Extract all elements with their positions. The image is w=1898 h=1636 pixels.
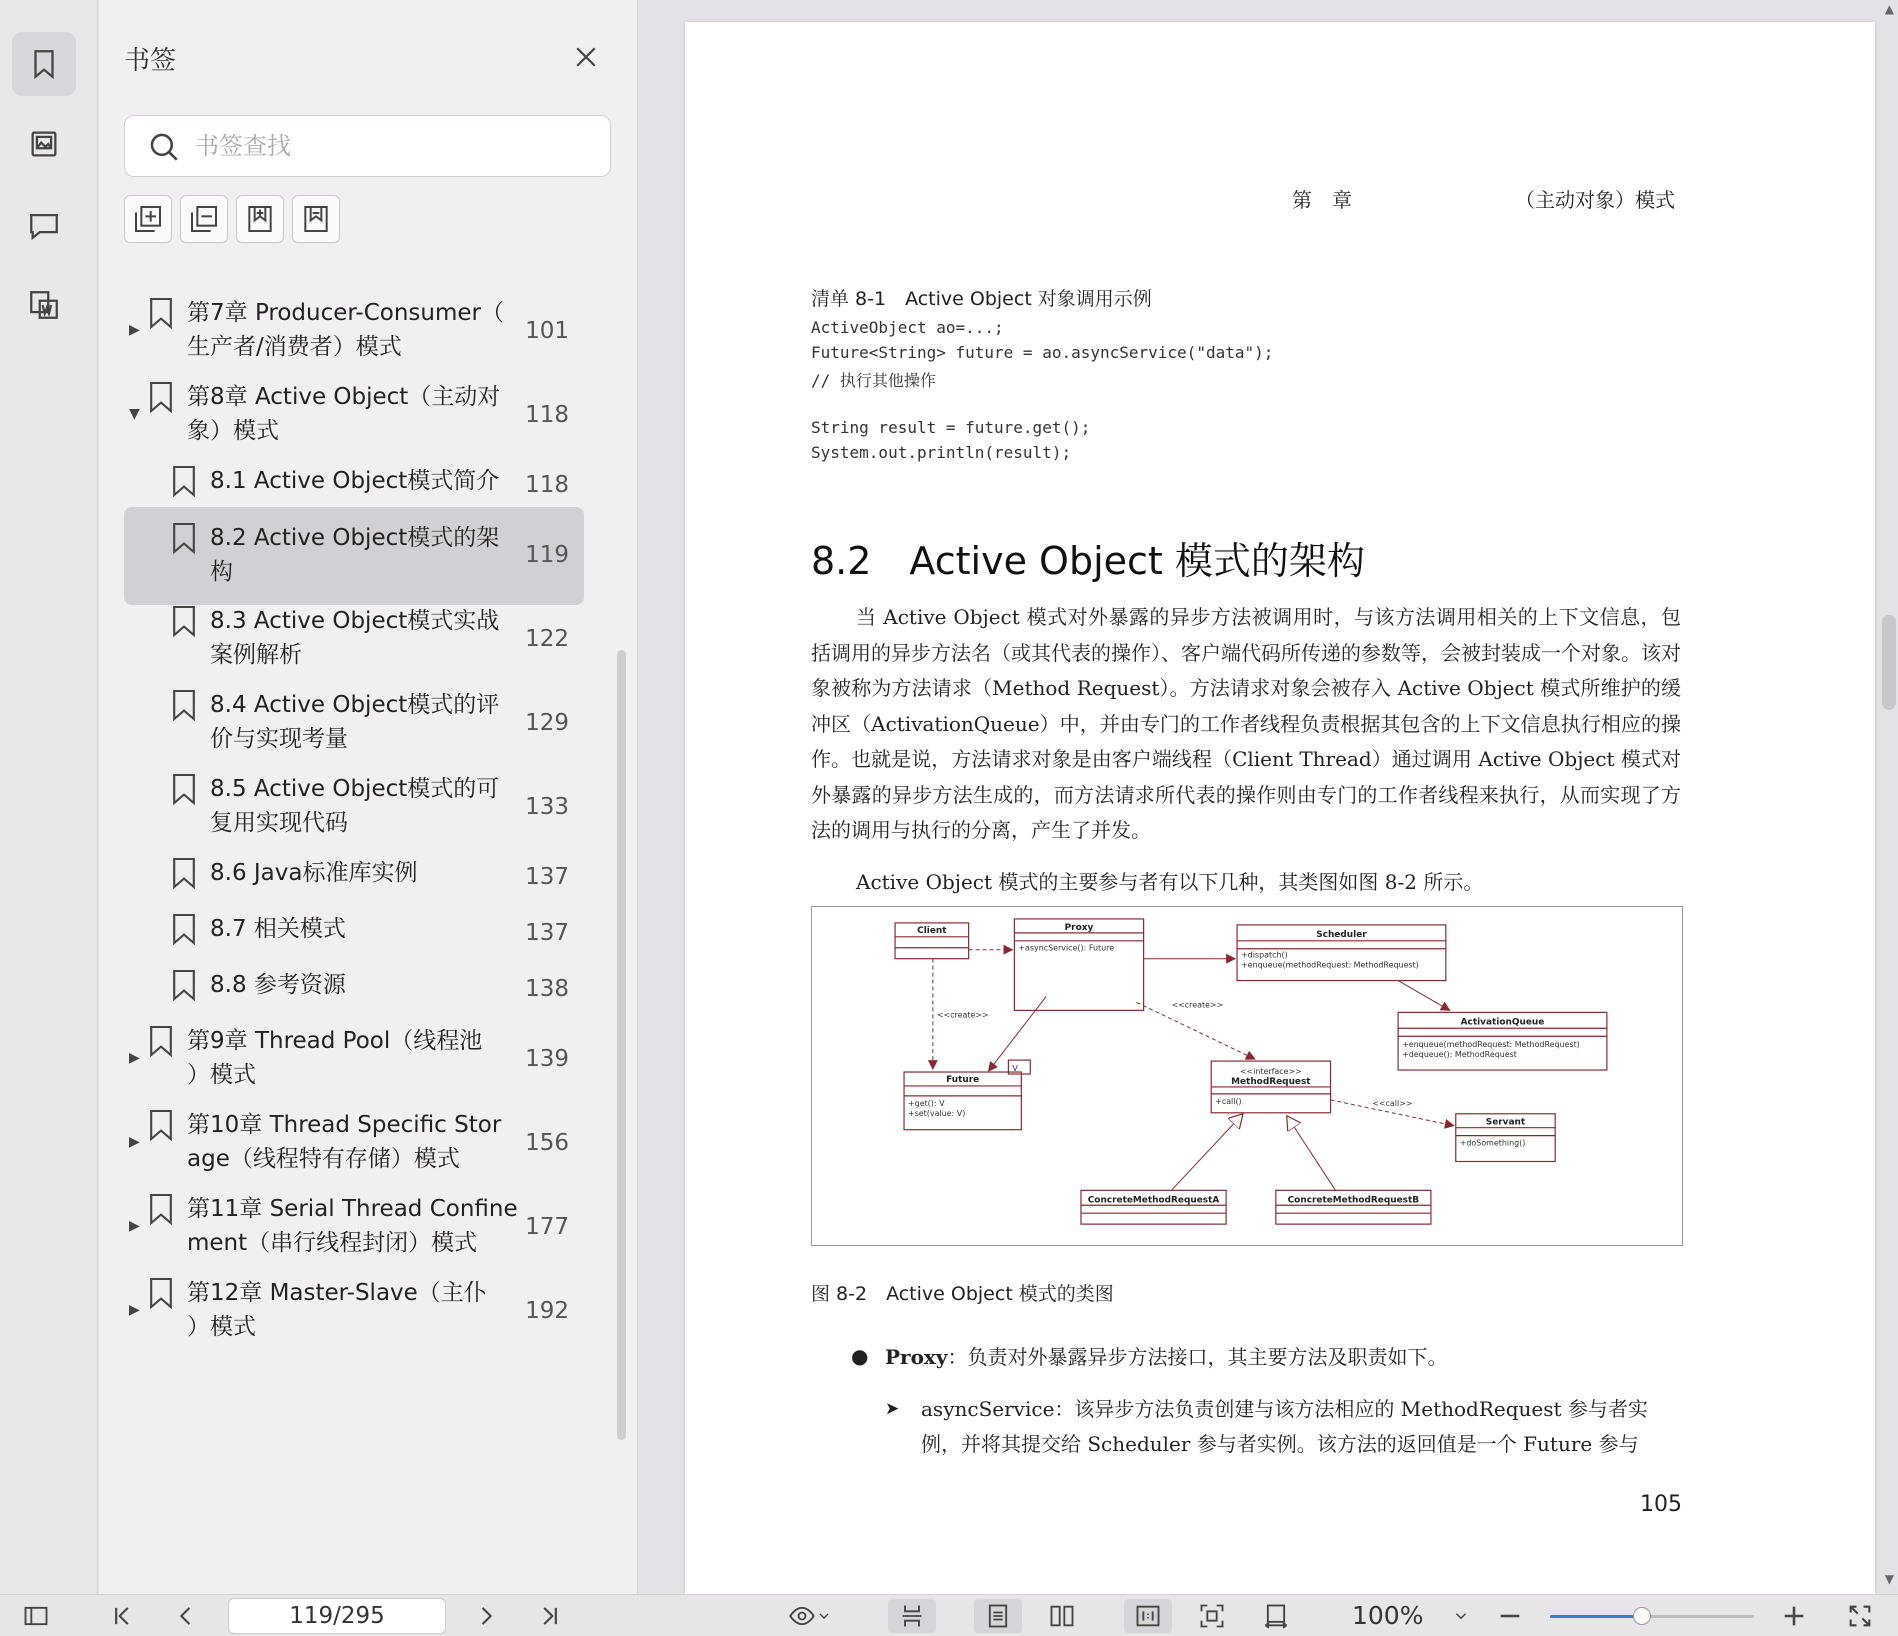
zoom-out-button[interactable] [1492, 1599, 1528, 1633]
bookmark-icon [170, 688, 198, 722]
uml-future-method: +set(value: V) [908, 1108, 966, 1118]
bookmark-icon [170, 856, 198, 890]
chevron-down-icon [816, 1608, 832, 1624]
single-page-button[interactable] [974, 1599, 1022, 1633]
bookmark-page-number: 137 [525, 920, 569, 946]
comment-icon [27, 208, 61, 242]
panel-scrollbar[interactable] [617, 650, 626, 1440]
bookmark-label: 8.6 Java标准库实例 [210, 860, 418, 886]
bookmark-label: 第10章 Thread Specific Stor age（线程特有存储）模式 [187, 1112, 502, 1172]
bookmark-icon [170, 912, 198, 946]
uml-create-label: <<create>> [1171, 1000, 1224, 1010]
actual-size-button[interactable] [1124, 1599, 1172, 1633]
expand-toggle[interactable]: ▶ [129, 322, 140, 338]
bookmark-icon [170, 968, 198, 1002]
bottom-toolbar [0, 1594, 1898, 1636]
single-page-icon [984, 1602, 1012, 1630]
uml-scheduler-label: Scheduler [1316, 929, 1367, 940]
bookmark-item[interactable] [124, 507, 584, 605]
expand-toggle[interactable]: ▶ [129, 1050, 140, 1066]
expand-all-button[interactable] [124, 195, 172, 243]
chevron-down-icon [1452, 1607, 1470, 1625]
bookmark-chapter[interactable] [124, 1018, 584, 1102]
previous-page-button[interactable] [168, 1599, 204, 1633]
bookmark-label: 第9章 Thread Pool（线程池 ）模式 [187, 1028, 483, 1088]
bookmark-search-input[interactable] [195, 126, 595, 166]
code-line: Future<String> future = ao.asyncService("data"); [811, 343, 1274, 362]
search-box [124, 115, 611, 177]
bookmark-page-number: 137 [525, 864, 569, 890]
body-paragraph: 当 Active Object 模式对外暴露的异步方法被调用时，与该方法调用相关的上下文信息，包括调用的异步方法名（或其代表的操作）、客户端代码所传递的参数等，会被封装成一个对象。该对象被称为方法请求（Method Request）。方法请求对象会被存入 Active Object 模式所维护的缓冲区（ActivationQueue）中，并由专门的工作者线程负责根据其包含的上下文信息执行相应的操作。也就是说，方法请求对象是由客户端线程（Client Thread）通过调用 Active Object 模式对外暴露的异步方法生成的，而方法请求所代表的操作则由专门的工作者线程来执行，从而实现了方法的调用与执行的分离，产生了并发。 [811, 605, 1681, 842]
bookmark-page-number: 122 [525, 626, 569, 652]
document-page [685, 22, 1875, 1594]
bullet-text: ：负责对外暴露异步方法接口，其主要方法及职责如下。 [947, 1345, 1448, 1369]
read-mode-button[interactable] [780, 1599, 840, 1633]
bookmark-chapter[interactable] [124, 1102, 584, 1186]
expand-toggle[interactable]: ▶ [129, 1134, 140, 1150]
page-number-input[interactable] [228, 1598, 446, 1634]
bookmark-page-number: 156 [525, 1130, 569, 1156]
uml-future-method: +get(): V [908, 1098, 945, 1108]
uml-future-param: V [1012, 1064, 1018, 1074]
bullet-marker: ● [851, 1344, 869, 1368]
comments-tab[interactable] [12, 193, 76, 257]
bookmark-label: 8.5 Active Object模式的可 复用实现代码 [210, 776, 500, 836]
bookmark-page-number: 138 [525, 976, 569, 1002]
zoom-slider[interactable] [1550, 1615, 1754, 1618]
uml-queue-method: +dequeue(): MethodRequest [1402, 1050, 1517, 1060]
sub-bullet-marker: ➤ [885, 1399, 900, 1419]
bookmark-label: 8.3 Active Object模式实战 案例解析 [210, 608, 500, 668]
minus-icon [1496, 1602, 1524, 1630]
sidebar-icon [22, 1602, 50, 1630]
uml-methodrequest-label: MethodRequest [1231, 1076, 1311, 1087]
continuous-scroll-icon [898, 1602, 926, 1630]
sub-bullet-text: asyncService：该异步方法负责创建与该方法相应的 MethodRequest 参与者实 [921, 1397, 1648, 1421]
bookmark-label: 8.1 Active Object模式简介 [210, 468, 500, 494]
running-head-chapter: 第 章 [1292, 188, 1352, 212]
body-paragraph: Active Object 模式的主要参与者有以下几种，其类图如图 8-2 所示。 [856, 870, 1484, 894]
expand-all-icon [132, 203, 164, 235]
chevron-left-icon [172, 1602, 200, 1630]
uml-servant-method: +doSomething() [1459, 1138, 1526, 1148]
code-line: ActiveObject ao=...; [811, 318, 1004, 337]
attachments-tab[interactable] [12, 273, 76, 337]
search-icon [147, 130, 181, 164]
bookmark-item[interactable] [124, 598, 584, 682]
bookmark-icon [147, 1192, 175, 1226]
bookmark-chapter[interactable] [124, 374, 584, 458]
uml-scheduler-method: +enqueue(methodRequest: MethodRequest) [1241, 960, 1419, 970]
bookmark-icon [147, 1276, 175, 1310]
uml-queue-method: +enqueue(methodRequest: MethodRequest) [1402, 1040, 1580, 1050]
first-page-icon [108, 1602, 136, 1630]
two-page-button[interactable] [1038, 1599, 1086, 1633]
zoom-level: 100% [1352, 1601, 1424, 1630]
section-title: 8.2 Active Object 模式的架构 [811, 539, 1365, 583]
uml-cmrb-label: ConcreteMethodRequestB [1287, 1195, 1420, 1206]
close-icon [571, 42, 601, 72]
fullscreen-button[interactable] [1842, 1599, 1878, 1633]
scroll-down-arrow[interactable]: ▼ [1884, 1572, 1894, 1586]
uml-interface-stereotype: <<interface>> [1239, 1067, 1302, 1077]
uml-servant-label: Servant [1485, 1117, 1526, 1128]
first-page-button[interactable] [104, 1599, 140, 1633]
bookmark-label: 8.4 Active Object模式的评 价与实现考量 [210, 692, 500, 752]
fit-width-button[interactable] [1252, 1599, 1300, 1633]
page-number: 105 [1640, 1492, 1682, 1517]
bookmark-icon [170, 772, 198, 806]
uml-proxy-label: Proxy [1064, 922, 1094, 933]
bookmark-page-number: 129 [525, 710, 569, 736]
fit-page-button[interactable] [1188, 1599, 1236, 1633]
bookmark-page-number: 118 [525, 472, 569, 498]
bookmark-icon [147, 380, 175, 414]
listing-title: 清单 8-1 Active Object 对象调用示例 [811, 288, 1152, 310]
zoom-in-button[interactable] [1776, 1599, 1812, 1633]
collapse-all-button[interactable] [180, 195, 228, 243]
bookmark-item[interactable] [124, 906, 584, 962]
zoom-slider-fill [1550, 1615, 1642, 1618]
uml-create-label: <<create>> [936, 1010, 989, 1020]
bookmark-page-number: 177 [525, 1214, 569, 1240]
uml-scheduler-method: +dispatch() [1241, 950, 1288, 960]
code-line: System.out.println(result); [811, 443, 1072, 462]
remove-bookmark-button[interactable] [292, 195, 340, 243]
collapse-toggle[interactable]: ▼ [129, 406, 140, 422]
bookmark-item[interactable] [124, 850, 584, 906]
bookmark-page-number: 119 [525, 542, 569, 568]
bookmark-page-number: 133 [525, 794, 569, 820]
document-viewport[interactable] [639, 0, 1898, 1594]
collapse-all-icon [188, 203, 220, 235]
bookmark-icon [27, 47, 61, 81]
bookmark-icon [170, 521, 198, 555]
fit-page-icon [1198, 1602, 1226, 1630]
expand-toggle[interactable]: ▶ [129, 1218, 140, 1234]
last-page-icon [536, 1602, 564, 1630]
bookmark-page-number: 139 [525, 1046, 569, 1072]
toggle-sidebar-button[interactable] [18, 1599, 54, 1633]
bookmark-label: 8.2 Active Object模式的架 构 [210, 525, 500, 585]
bookmark-label: 第12章 Master-Slave（主仆 ）模式 [187, 1280, 487, 1340]
panel-title: 书签 [124, 46, 177, 76]
next-page-button[interactable] [468, 1599, 504, 1633]
bookmark-panel [99, 0, 638, 1594]
sub-bullet-text: 例，并将其提交给 Scheduler 参与者实例。该方法的返回值是一个 Future 参与 [921, 1432, 1639, 1456]
bookmark-page-number: 101 [525, 318, 569, 344]
bookmark-chapter[interactable] [124, 1270, 584, 1354]
bookmark-page-number: 118 [525, 402, 569, 428]
bookmark-add-icon [244, 203, 276, 235]
expand-toggle[interactable]: ▶ [129, 1302, 140, 1318]
actual-size-icon [1134, 1602, 1162, 1630]
image-icon [27, 127, 61, 161]
two-page-icon [1048, 1602, 1076, 1630]
fit-width-icon [1262, 1602, 1290, 1630]
document-scrollbar[interactable] [1882, 615, 1896, 710]
uml-class-diagram [811, 906, 1683, 1246]
zoom-dropdown-button[interactable] [1448, 1599, 1474, 1633]
bookmark-label: 第8章 Active Object（主动对 象）模式 [187, 384, 501, 444]
close-button[interactable] [569, 40, 603, 74]
bookmark-label: 第11章 Serial Thread Confine ment（串行线程封闭）模式 [187, 1196, 518, 1256]
chevron-right-icon [472, 1602, 500, 1630]
sidebar-rail [0, 0, 98, 1594]
fullscreen-icon [1846, 1602, 1874, 1630]
bookmark-icon [147, 1024, 175, 1058]
bookmark-icon [170, 604, 198, 638]
bookmark-chapter[interactable] [124, 290, 584, 374]
running-head-title: （主动对象）模式 [1515, 188, 1675, 212]
bookmarks-tab[interactable] [12, 32, 76, 96]
bullet-item [885, 1340, 1447, 1375]
eye-icon [788, 1602, 816, 1630]
uml-cmra-label: ConcreteMethodRequestA [1087, 1195, 1220, 1206]
code-line: // 执行其他操作 [811, 371, 936, 390]
figure-caption: 图 8-2 Active Object 模式的类图 [811, 1283, 1114, 1305]
bookmark-page-number: 192 [525, 1298, 569, 1324]
bookmark-remove-icon [300, 203, 332, 235]
bullet-term: Proxy [885, 1345, 948, 1369]
code-line: String result = future.get(); [811, 418, 1091, 437]
bookmark-item[interactable] [124, 962, 584, 1018]
bookmark-label: 8.8 参考资源 [210, 972, 346, 998]
word-doc-icon [27, 288, 61, 322]
zoom-slider-thumb[interactable] [1633, 1607, 1651, 1625]
uml-client-label: Client [917, 925, 947, 936]
uml-future-label: Future [946, 1074, 980, 1085]
scroll-up-arrow[interactable]: ▲ [1884, 2, 1894, 16]
plus-icon [1780, 1602, 1808, 1630]
bookmark-label: 8.7 相关模式 [210, 916, 346, 942]
bookmark-icon [147, 296, 175, 330]
uml-proxy-method: +asyncService(): Future [1018, 943, 1115, 953]
bookmark-chapter[interactable] [124, 1186, 584, 1270]
thumbnails-tab[interactable] [12, 112, 76, 176]
bookmark-label: 第7章 Producer-Consumer（ 生产者/消费者）模式 [187, 300, 504, 360]
continuous-scroll-button[interactable] [888, 1599, 936, 1633]
bookmark-icon [147, 1108, 175, 1142]
bookmark-item[interactable] [124, 766, 584, 850]
add-bookmark-button[interactable] [236, 195, 284, 243]
bookmark-item[interactable] [124, 458, 584, 514]
uml-queue-label: ActivationQueue [1460, 1017, 1545, 1028]
uml-mr-method: +call() [1215, 1096, 1242, 1106]
last-page-button[interactable] [532, 1599, 568, 1633]
bookmark-icon [170, 464, 198, 498]
uml-call-label: <<call>> [1372, 1098, 1413, 1108]
bookmark-item[interactable] [124, 682, 584, 766]
